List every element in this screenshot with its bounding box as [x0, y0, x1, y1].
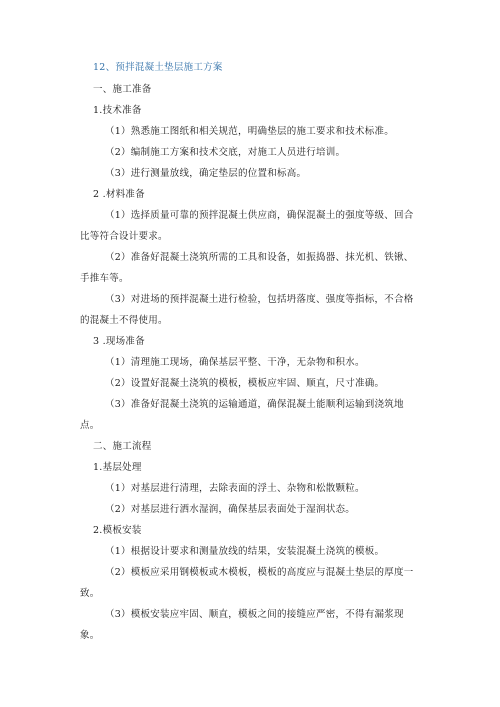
subsection-heading: 3 .现场准备	[93, 336, 145, 347]
paragraph-line: 致。	[80, 588, 100, 599]
paragraph-line: （1）根据设计要求和测量放线的结果，安装混凝土浇筑的模板。	[105, 546, 385, 557]
paragraph-line: （2）设置好混凝土浇筑的模板，模板应牢固、顺直，尺寸准确。	[105, 378, 385, 389]
paragraph-line: 的混凝土不得使用。	[80, 315, 168, 326]
paragraph-line: （2）编制施工方案和技术交底，对施工人员进行培训。	[105, 147, 346, 158]
paragraph-line: （3）进行测量放线，确定垫层的位置和标高。	[105, 168, 307, 179]
paragraph-line: （2）准备好混凝土浇筑所需的工具和设备，如振捣器、抹光机、铁锹、	[105, 252, 414, 263]
paragraph-line: 象。	[80, 630, 100, 641]
subsection-heading: 2 .材料准备	[93, 189, 145, 200]
paragraph-line: （3）模板安装应牢固、顺直，模板之间的接缝应严密，不得有漏浆现	[105, 609, 404, 620]
paragraph-line: （1）清理施工现场，确保基层平整、干净，无杂物和积水。	[105, 357, 365, 368]
paragraph-line: （1）对基层进行清理，去除表面的浮土、杂物和松散颗粒。	[105, 483, 365, 494]
paragraph-line: （3）准备好混凝土浇筑的运输通道，确保混凝土能顺利运输到浇筑地	[105, 399, 404, 410]
document-title: 12、预拌混凝土垫层施工方案	[93, 62, 223, 73]
paragraph-line: 比等符合设计要求。	[80, 231, 168, 242]
section-heading: 二、施工流程	[93, 441, 152, 452]
paragraph-line: 手推车等。	[80, 273, 129, 284]
paragraph-line: （3）对进场的预拌混凝土进行检验，包括坍落度、强度等指标，不合格	[105, 294, 414, 305]
paragraph-line: （1）选择质量可靠的预拌混凝土供应商，确保混凝土的强度等级、回合	[105, 210, 414, 221]
paragraph-line: （1）熟悉施工图纸和相关规范，明确垫层的施工要求和技术标准。	[105, 126, 395, 137]
paragraph-line: （2）模板应采用钢模板或木模板，模板的高度应与混凝土垫层的厚度一	[105, 567, 414, 578]
paragraph-line: （2）对基层进行洒水湿润，确保基层表面处于湿润状态。	[105, 504, 356, 515]
subsection-heading: 1.基层处理	[93, 462, 142, 473]
section-heading: 一、施工准备	[93, 84, 152, 95]
subsection-heading: 1.技术准备	[93, 105, 142, 116]
subsection-heading: 2.模板安装	[93, 525, 142, 536]
paragraph-line: 点。	[80, 420, 100, 431]
